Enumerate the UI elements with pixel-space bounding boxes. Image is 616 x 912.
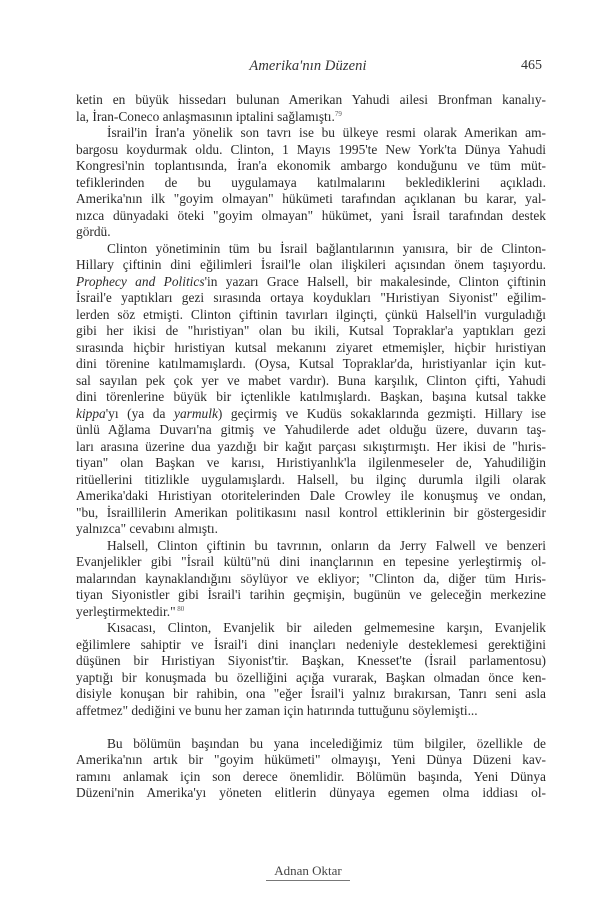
text-line: ramını anlamak için son derece önemlidir. Bölümün başında, Yeni Dünya: [76, 768, 546, 784]
text-line: gördü.: [76, 224, 111, 239]
footnote-marker[interactable]: 79: [334, 109, 342, 118]
text-line: kippa'yı (ya da yarmulk) geçirmiş ve Kudüs sokaklarında gezmişti. Hillary ise: [76, 405, 546, 421]
body-text: [76, 92, 546, 802]
text-line: Halsell, Clinton çiftinin bu tavrının, onların da Jerry Falwell ve benzeri: [107, 537, 546, 553]
italic-title: yarmulk: [174, 405, 218, 421]
text-line: Clinton yönetiminin tüm bu İsrail bağlantılarının yanısıra, bir de Clinton-: [107, 240, 546, 256]
italic-title: Prophecy and Politics: [76, 273, 205, 289]
text-line: yalnızca" cevabını almıştı.: [76, 521, 218, 536]
text-line: tefiklerinden de bu uygulamaya katılmalarını beklediklerini açıkladı.: [76, 174, 546, 190]
footer-author: Adnan Oktar: [266, 863, 350, 881]
text-line: la, İran-Coneco anlaşmasının iptalini sağlamıştı.$^{79}$: [76, 108, 342, 124]
text-line: sırasında hiçbir hıristiyan kutsal mekanını ziyaret etmemişler, hiçbir hıristiyan: [76, 339, 546, 355]
text-line: İsrail'e yaptıkları gezi sırasında ortaya koydukları "Hıristiyan Siyonist" eğilim-: [76, 290, 546, 305]
text-line: ketin en büyük hissedarı bulunan Amerikan Yahudi ailesi Bronfman kanalıy-: [76, 92, 546, 107]
text-line: malarından kaynaklandığını söylüyor ve ekliyor; "Clinton da, diğer tüm Hıris-: [76, 570, 546, 586]
text-line: Prophecy and Politics'in yazarı Grace Halsell, bir makalesinde, Clinton çiftinin: [76, 273, 546, 289]
text-line: ritüellerini titizlikle uygulamışlardı. Halsell, bu ilginç durumla ilgili olarak: [76, 471, 546, 487]
text-line: Bu bölümün başından bu yana incelediğimiz tüm bilgiler, özellikle de: [107, 735, 546, 751]
text-line: Amerika'daki Hıristiyan otoritelerinden Dale Crowley ile konuşmuş ve ondan,: [76, 488, 546, 503]
text-line: İsrail'in İran'a yönelik son tavrı ise bu ülkeye resmi olarak Amerikan am-: [107, 125, 546, 140]
paragraph: [76, 620, 546, 719]
running-title: Amerika'nın Düzeni: [249, 58, 367, 74]
text-line: sal sayılan pek çok yer ve mabet vardır). Buna karşılık, Clinton çifti, Yahudi: [76, 372, 546, 388]
paragraph: [76, 736, 546, 802]
text-line: bargosu koydurmak oldu. Clinton, 1 Mayıs 1995'te New York'ta Dünya Yahudi: [76, 141, 546, 157]
paragraph: [76, 241, 546, 538]
text-line: ları arasına üzerine dua yazdığı bir kağıt parçası sıkıştırmıştı. Her ikisi de "hıris-: [76, 438, 546, 454]
text-line: ünlü Ağlama Duvarı'na gitmiş ve Yahudilerde adet olduğu üzere, duvarın taş-: [76, 422, 546, 437]
text-line: gibi her ikisi de "hıristiyan" olan bu ikili, Kutsal Topraklar'a yaptıkları gezi: [76, 323, 546, 338]
text-line: eğilimlere sahiptir ve İsrail'i dini inançları nedeniyle desteklemesi gerektiğini: [76, 636, 546, 652]
text-line: nızca dünyadaki öteki "goyim olmayan" hükümet, yani İsrail tarafından destek: [76, 207, 546, 223]
text-line: yaptığı bir konuşmada bu özelliğini açığa vurarak, Başkan olmadan önce ken-: [76, 669, 546, 685]
text-line: tiyan Siyonistler gibi İsrail'i tarihin geçmişin, bugünün ve geleceğin merkezine: [76, 587, 546, 602]
text-line: "bu, İsraillilerin Amerikan politikasını nasıl kontrol ettiklerinin bir göstergesidir: [76, 504, 546, 520]
paragraph: [76, 538, 546, 621]
text-line: Hillary çiftinin dini eğilimleri İsrail'le olan ilişkileri açısından önem taşıyordu.: [76, 257, 546, 272]
text-line: düşünen bir Hıristiyan Siyonist'tir. Başkan, Knesset'te (İsrail parlamentosu): [76, 653, 546, 668]
text-line: Amerika'nın ilk "goyim olmayan" hükümeti tarafından açıklanan bu karar, yal-: [76, 191, 546, 206]
running-head: [0, 58, 616, 80]
text-line: Amerika'nın artık bir "goyim hükümeti" olmayışı, Yeni Dünya Düzeni kav-: [76, 752, 546, 767]
text-line: dini törenine katılmamışlardı. (Oysa, Kutsal Topraklar'da, hıristiyanlar için kut-: [76, 356, 546, 371]
text-line: affetmez" dediğini ve bunu her zaman için hatırında tuttuğunu söylemişti...: [76, 702, 478, 718]
paragraph: [76, 125, 546, 241]
text-line: lerden söz etmişti. Clinton çiftinin tavırları ilginçti, çünkü Halsell'in vurguladığı: [76, 306, 546, 322]
text-line: dini törenlerine büyük bir içtenlikle katılmışlardı. Başkan, başına kutsal takke: [76, 389, 546, 404]
text-line: Düzeni'nin Amerika'yı yöneten elitlerin dünyaya egemen olma iddiası ol-: [76, 785, 546, 800]
paragraph: [76, 92, 546, 125]
page-footer: [0, 862, 616, 881]
text-line: Evanjelikler gibi "İsrail kültü"nü dini inançlarının en tepesine yerleştirmiş ol-: [76, 554, 546, 569]
page-number: 465: [521, 58, 542, 73]
text-line: yerleştirmektedir." $^{80}$: [76, 603, 185, 619]
text-line: tiyan" olan Başkan ve karısı, Hıristiyanlık'la ilgilenmeseler de, Yahudiliğin: [76, 455, 546, 470]
italic-title: kippa: [76, 405, 106, 421]
text-line: Kongresi'nin toplantısında, İran'a ekonomik ambargo konduğunu ve tüm müt-: [76, 158, 546, 173]
text-line: disiyle konuşan bir rahibin, ona "eğer İsrail'i yalnız bırakırsan, Tanrı seni asla: [76, 686, 546, 701]
text-line: Kısacası, Clinton, Evanjelik bir aileden gelmemesine karşın, Evanjelik: [107, 620, 546, 635]
footnote-marker[interactable]: 80: [175, 604, 185, 613]
